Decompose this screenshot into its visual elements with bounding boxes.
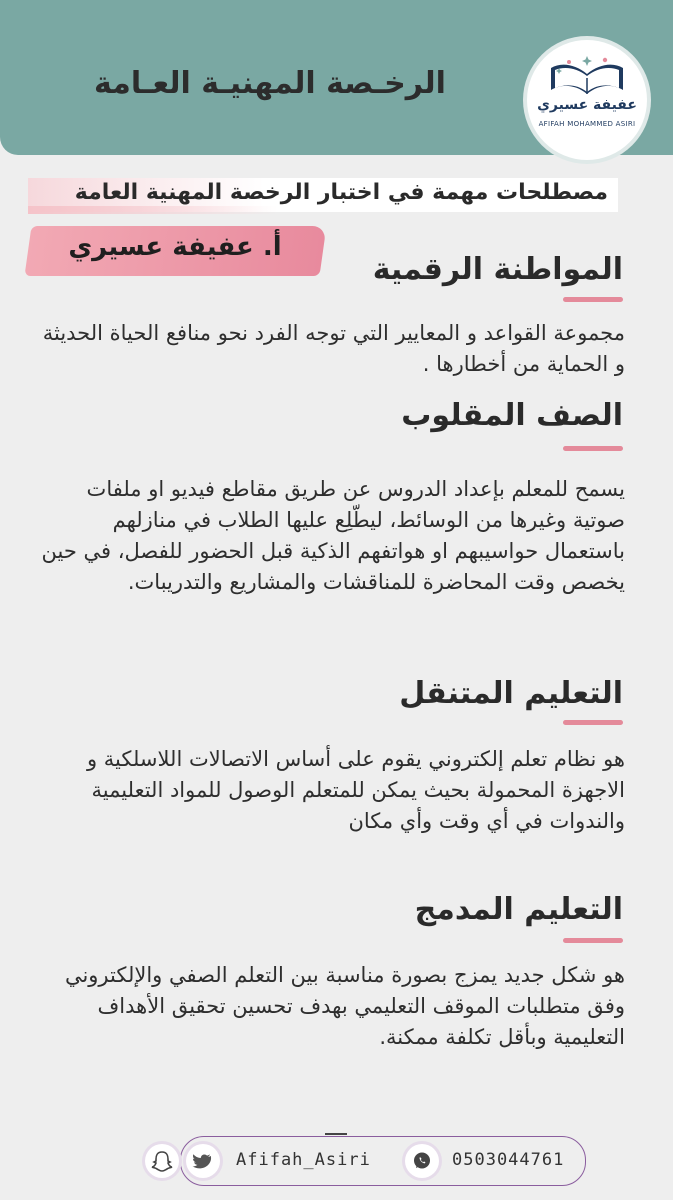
section-heading: التعليم المدمج: [414, 892, 623, 927]
section-text: هو شكل جديد يمزج بصورة مناسبة بين التعلم الصفي والإلكتروني وفق متطلبات الموقف التعليمي بهدف تحسين تحقيق الأهداف التعليمية وبأقل تكلفة ممكنة.: [64, 963, 625, 1049]
snapchat-icon[interactable]: [145, 1144, 179, 1178]
section-text: يسمح للمعلم بإعداد الدروس عن طريق مقاطع فيديو او ملفات صوتية وغيرها من الوسائط، ليطّلِع عليها الطلاب في منازلهم باستعمال حواسيبهم او هواتفهم الذكية قبل الحضور للفصل، في حين يخصص وقت المحاضرة للمناقشات والمشاريع والتدريبات.: [41, 477, 625, 594]
logo-subtitle: AFIFAH MOHAMMED ASIRI: [538, 120, 636, 128]
subtitle: مصطلحات مهمة في اختبار الرخصة المهنية العامة: [74, 180, 608, 205]
heading-underline: [563, 938, 623, 943]
social-handle[interactable]: Afifah_Asiri: [236, 1150, 371, 1170]
section-heading: التعليم المتنقل: [399, 676, 623, 711]
page-title: الرخـصة المهنيـة العـامة: [94, 66, 446, 101]
section-text: مجموعة القواعد و المعايير التي توجه الفرد نحو منافع الحياة الحديثة و الحماية من أخطارها .: [42, 321, 625, 376]
author-name: أ. عفيفة عسيري: [68, 232, 282, 262]
heading-underline: [563, 720, 623, 725]
footer-divider: [325, 1133, 347, 1135]
whatsapp-icon[interactable]: [405, 1144, 439, 1178]
heading-underline: [563, 297, 623, 302]
section-heading: المواطنة الرقمية: [372, 252, 623, 287]
phone-number[interactable]: 0503044761: [452, 1150, 565, 1170]
section-text: هو نظام تعلم إلكتروني يقوم على أساس الاتصالات اللاسلكية و الاجهزة المحمولة بحيث يمكن للمتعلم الوصول للمواد التعليمية والندوات في أي وقت وأي مكان: [86, 747, 625, 833]
heading-underline: [563, 446, 623, 451]
logo-name: عفيفة عسيري: [537, 97, 637, 113]
logo: [527, 40, 647, 160]
open-book-icon: [547, 54, 627, 100]
twitter-icon[interactable]: [186, 1144, 220, 1178]
subtitle-accent: [28, 206, 278, 214]
section-heading: الصف المقلوب: [401, 398, 623, 433]
